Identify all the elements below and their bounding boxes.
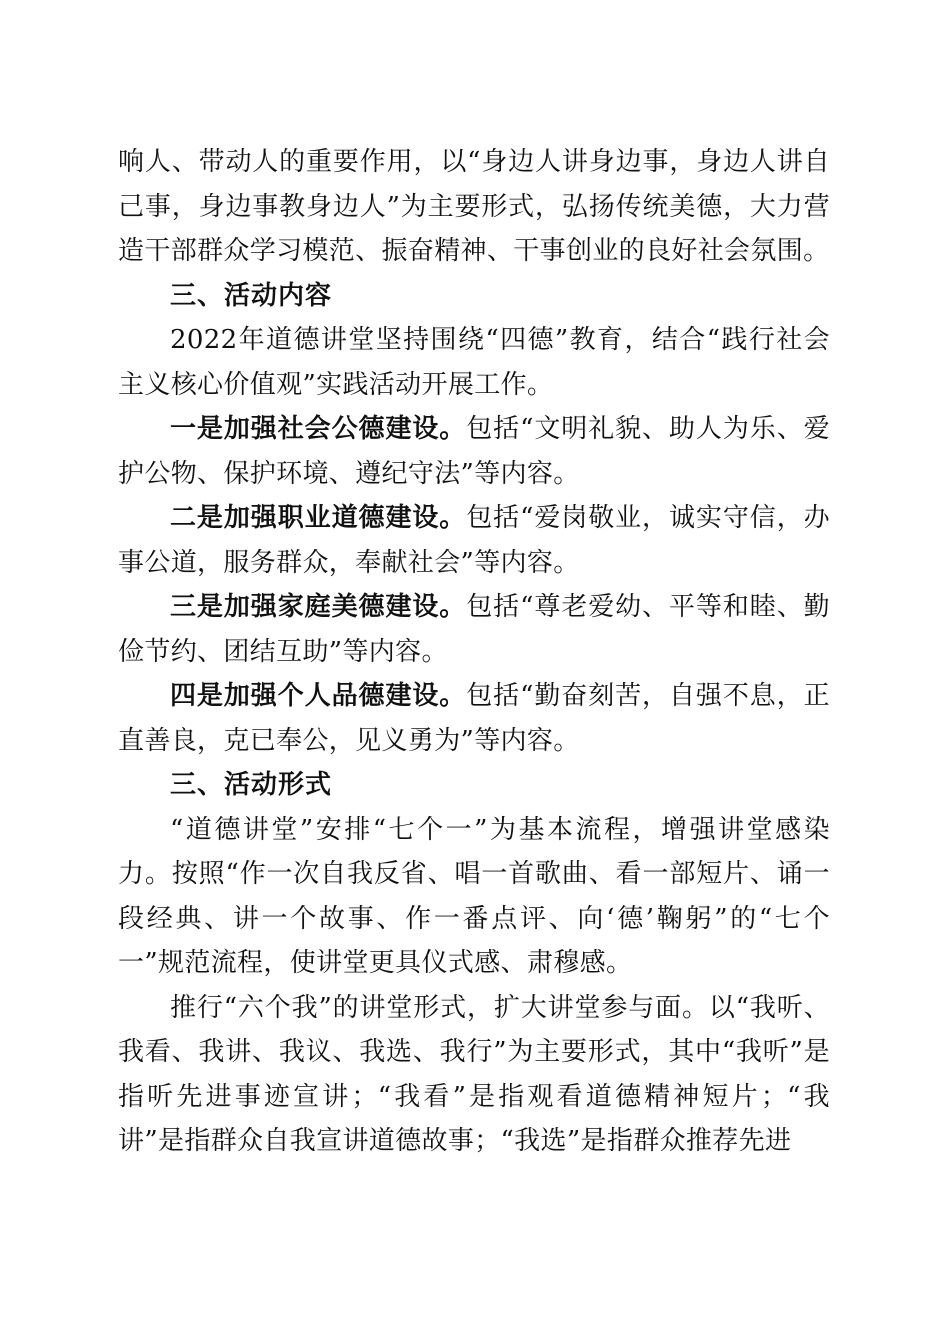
paragraph-seven-ones: [118, 808, 830, 986]
paragraph-social-morality: [118, 407, 830, 496]
paragraph-lead: 二是加强职业道德建设。: [170, 503, 467, 533]
paragraph-text: 包括“勤奋刻苦，自强不息，正直善良，克已奉公，见义勇为”等内容。: [118, 681, 830, 756]
paragraph-text: “道德讲堂”安排“七个一”为基本流程，增强讲堂感染力。按照“作一次自我反省、唱一首歌曲、看一部短片、诵一段经典、讲一个故事、作一番点评、向‘德’鞠躬”的“七个一”规范流程，使讲堂更具仪式感、肃穆感。: [118, 814, 830, 978]
paragraph-lead: 四是加强个人品德建设。: [170, 681, 467, 711]
paragraph-text: 包括“尊老爱幼、平等和睦、勤俭节约、团结互助”等内容。: [118, 592, 830, 667]
paragraph-text: 包括“文明礼貌、助人为乐、爱护公物、保护环境、遵纪守法”等内容。: [118, 414, 830, 489]
section-heading-activity-form: [118, 763, 830, 808]
paragraph-lead: 三是加强家庭美德建设。: [170, 592, 467, 622]
paragraph-text: 推行“六个我”的讲堂形式，扩大讲堂参与面。以“我听、我看、我讲、我议、我选、我行”为主要形式，其中“我听”是指听先进事迹宣讲；“我看”是指观看道德精神短片；“我讲”是指群众自我宣讲道德故事；“我选”是指群众推荐先进: [118, 992, 830, 1156]
heading-text: 三、活动形式: [170, 770, 333, 800]
paragraph-continuation: [118, 140, 830, 274]
heading-text: 三、活动内容: [170, 280, 333, 311]
paragraph-text: 2022年道德讲堂坚持围绕“四德”教育，结合“践行社会主义核心价值观”实践活动开展工作。: [118, 325, 830, 400]
paragraph-four-virtues: [118, 318, 830, 407]
paragraph-lead: 一是加强社会公德建设。: [170, 414, 467, 444]
paragraph-six-me: [118, 986, 830, 1164]
paragraph-text: 包括“爱岗敬业，诚实守信，办事公道，服务群众，奉献社会”等内容。: [118, 503, 830, 578]
paragraph-family-virtues: [118, 585, 830, 674]
section-heading-activity-content: [118, 274, 830, 319]
document-body: [118, 140, 830, 1164]
paragraph-personal-character: [118, 674, 830, 763]
paragraph-professional-ethics: [118, 496, 830, 585]
paragraph-text: 响人、带动人的重要作用，以“身边人讲身边事，身边人讲自己事，身边事教身边人”为主要形式，弘扬传统美德，大力营造干部群众学习模范、振奋精神、干事创业的良好社会氛围。: [118, 147, 830, 266]
